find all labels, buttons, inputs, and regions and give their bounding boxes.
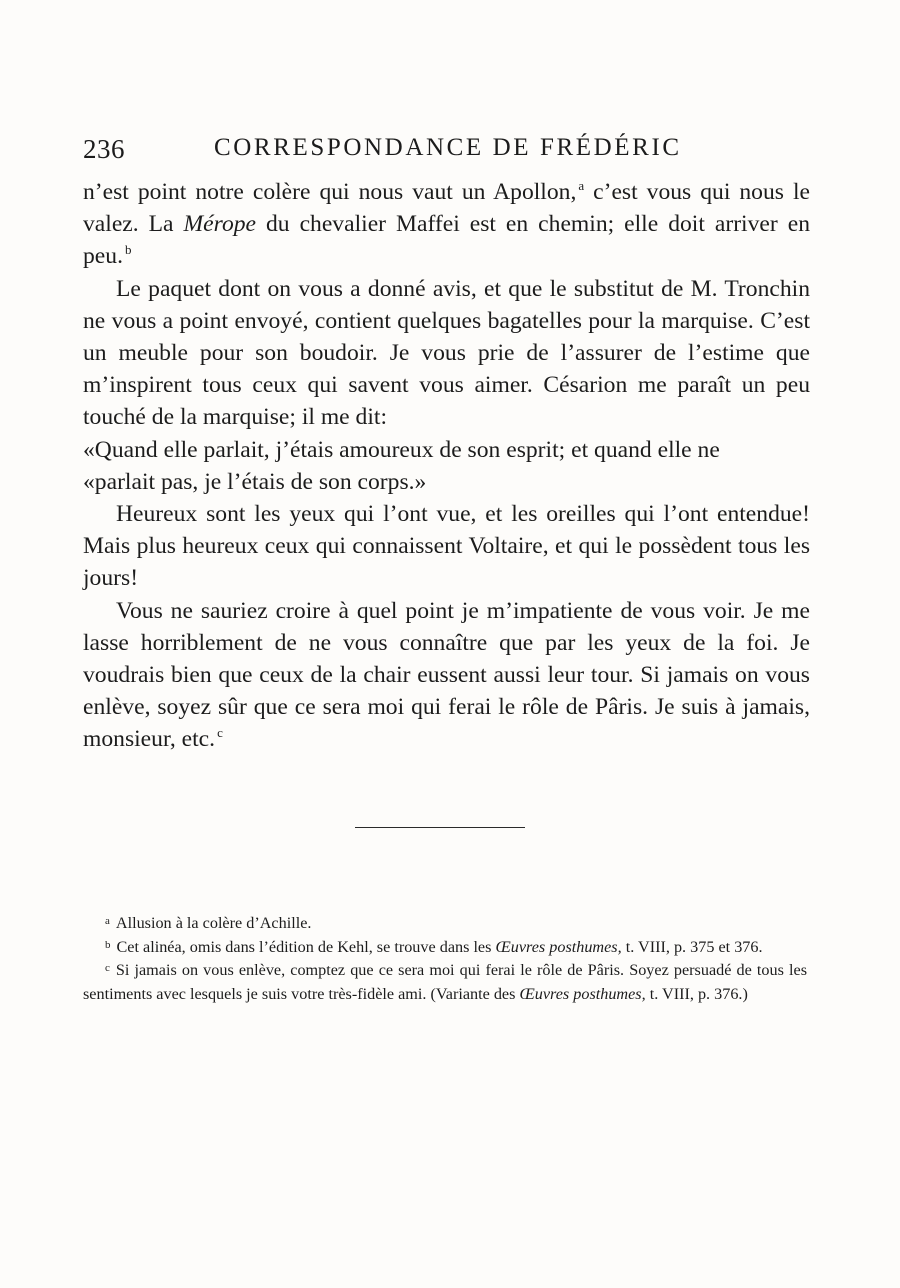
footnote-a xyxy=(83,912,807,936)
footnote-italic: Œuvres posthumes, xyxy=(519,985,646,1004)
page xyxy=(83,128,810,756)
footnote-b xyxy=(83,936,807,960)
footnote-mark: c xyxy=(105,962,110,975)
paragraph-1-text-a: n’est point notre colère qui nous vaut un Apollon, xyxy=(83,179,577,205)
footnote-separator xyxy=(355,827,525,828)
letter-body xyxy=(83,176,810,756)
footnote-text: Allusion à la colère d’Achille. xyxy=(115,914,312,932)
note-ref-a[interactable]: a xyxy=(578,178,585,193)
footnote-italic: Œuvres posthumes, xyxy=(495,937,622,956)
paragraph-1-text-c: du chevalier Maffei est en chemin; elle doit arriver en peu. xyxy=(83,211,810,270)
footnote-text-end: t. VIII, p. 376.) xyxy=(645,985,748,1004)
paragraph-1-text-b: c’est vous qui nous le valez. La xyxy=(83,179,810,238)
title-merope: Mérope xyxy=(183,211,257,238)
footnote-c xyxy=(83,959,807,1006)
footnote-text-end: t. VIII, p. 375 et 376. xyxy=(621,937,763,956)
footnote-mark: b xyxy=(105,938,111,951)
running-title: CORRESPONDANCE DE FRÉDÉRIC xyxy=(214,134,682,161)
note-ref-c[interactable]: c xyxy=(217,725,223,741)
paragraph-4-text: Vous ne sauriez croire à quel point je m’impatiente de vous voir. Je me lasse horriblement de ne vous connaître que par les yeux de la foi. Je voudrais bien que ceux de la chair eussent aussi leur tour. Si jamais on vous enlève, soyez sûr que ce sera moi qui ferai le rôle de Pâris. Je suis à jamais, monsieur, etc. xyxy=(83,597,810,753)
paragraph-2-text: Le paquet dont on vous a donné avis, et que le substitut de M. Tronchin ne vous a point envoyé, contient quelques bagatelles pour la marquise. C’est un meuble pour son boudoir. Je vous prie de l’assurer de l’estime que m’inspirent tous ceux qui savent vous aimer. Césarion me paraît un peu touché de la marquise; il me dit: xyxy=(83,275,810,431)
page-header xyxy=(83,128,810,168)
page-number: 236 xyxy=(83,134,125,164)
note-ref-b[interactable]: b xyxy=(124,242,132,258)
paragraph-4 xyxy=(83,595,810,756)
quote-line-1: «Quand elle parlait, j’étais amoureux de son esprit; et quand elle ne xyxy=(83,436,720,463)
paragraph-1 xyxy=(83,176,810,273)
paragraph-3: Heureux sont les yeux qui l’ont vue, et les oreilles qui l’ont entendue! Mais plus heureux ceux qui connaissent Voltaire, et qui le possèdent tous les jours! xyxy=(83,501,810,592)
footnotes xyxy=(83,912,807,1007)
quote-line-2: «parlait pas, je l’étais de son corps.» xyxy=(83,468,427,495)
paragraph-2 xyxy=(83,273,810,434)
footnote-text: Si jamais on vous enlève, comptez que ce sera moi qui ferai le rôle de Pâris. Soyez persuadé de tous les sentiments avec lesquels je suis votre très-fidèle ami. (Variante des xyxy=(83,961,807,1004)
footnote-text: Cet alinéa, omis dans l’édition de Kehl, se trouve dans les xyxy=(116,937,496,956)
footnote-mark: a xyxy=(105,915,110,927)
